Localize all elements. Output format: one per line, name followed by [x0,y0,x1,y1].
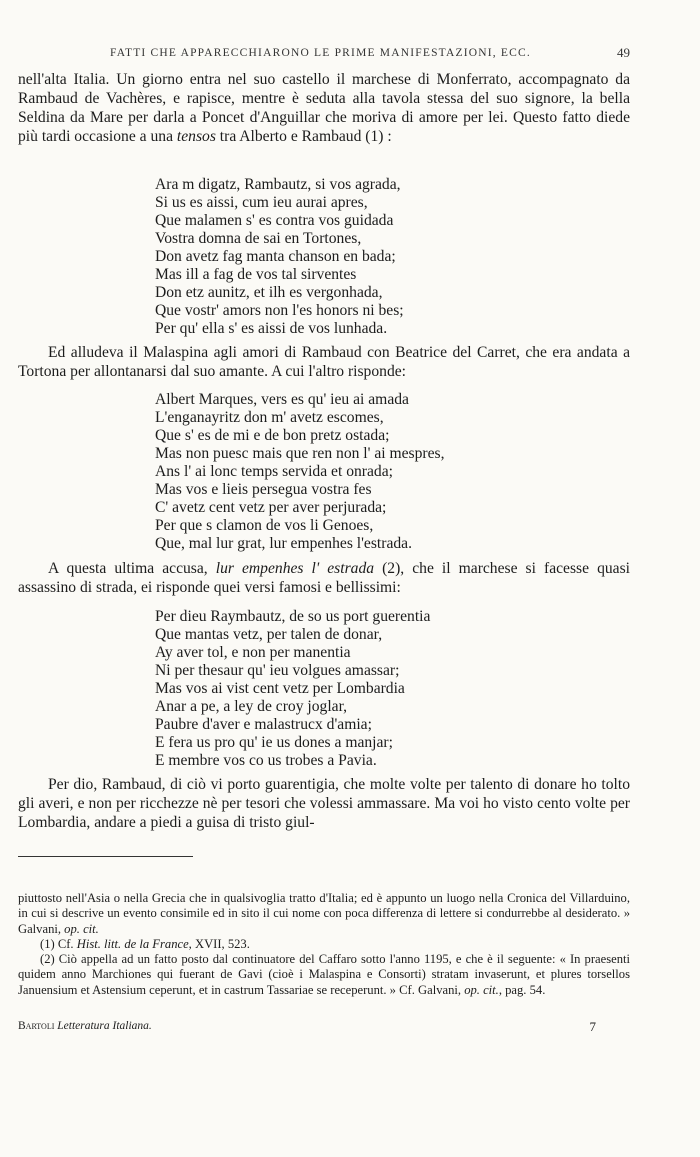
footnote-1: (1) Cf. Hist. litt. de la France, XVII, 523. [40,936,250,951]
verse-line: Mas ill a fag de vos tal sirventes [155,266,357,283]
italic-term: tensos [176,128,216,145]
verse-line: Que vostr' amors non l'es honors ni bes; [155,302,404,319]
verse-line: Ara m digatz, Rambautz, si vos agrada, [155,176,401,193]
verse-line: Vostra domna de sai en Tortones, [155,230,362,247]
verse-stanza-2 [155,391,445,553]
paragraph-1: nell'alta Italia. Un giorno entra nel suo castello il marchese di Monferrato, accompagnato da Rambaud de Vachères, e rapisce, mentre è seduta alla tavola stessa del suo signore, la bella Seldina da Mare per darla a Poncet d'Anguillar che moriva di amore per lei. Questo fatto diede più tardi occasione a una tensos tra Alberto e Rambaud (1) : [18,71,630,145]
verse-line: Que s' es de mi e de bon pretz ostada; [155,427,390,444]
verse-line: E membre vos co us trobes a Pavia. [155,752,377,769]
verse-stanza-3 [155,608,430,770]
verse-line: L'enganayritz don m' avetz escomes, [155,409,384,426]
verse-line: Mas non puesc mais que ren non l' ai mespres, [155,445,445,462]
verse-line: Ay aver tol, e non per manentia [155,644,351,661]
verse-line: Anar a pe, a ley de croy joglar, [155,698,348,715]
paragraph-4: Per dio, Rambaud, di ciò vi porto guarentigia, che molte volte per talento di donare ho tolto gli averi, e non per ricchezze nè per tesori che volessi ammassare. Ma voi ho visto cento volte per Lombardia, andare a piedi a guisa di tristo giul- [18,776,630,831]
verse-line: Don avetz fag manta chanson en bada; [155,248,396,265]
verse-line: Ans l' ai lonc temps servida et onrada; [155,463,393,480]
paragraph-2: Ed alludeva il Malaspina agli amori di Rambaud con Beatrice del Carret, che era andata a Tortona per allontanarsi dal suo amante. A cui l'altro risponde: [18,344,630,380]
signature-footer [18,1020,596,1032]
verse-line: Que mantas vetz, per talen de donar, [155,626,383,643]
footer-author: Bartoli [18,1020,55,1032]
verse-line: Per dieu Raymbautz, de so us port guerentia [155,608,431,625]
verse-line: E fera us pro qu' ie us dones a manjar; [155,734,393,751]
verse-line: Don etz aunitz, et ilh es vergonhada, [155,284,383,301]
verse-line: Paubre d'aver e malastrucx d'amia; [155,716,372,733]
verse-line: Per qu' ella s' es aissi de vos lunhada. [155,320,388,337]
verse-line: Mas vos e lieis persegua vostra fes [155,481,372,498]
footnote-rule [18,856,193,857]
paragraph-3: A questa ultima accusa, lur empenhes l' estrada (2), che il marchese si facesse quasi assassino di strada, ei risponde quei versi famosi e bellissimi: [18,560,630,596]
page-number: 49 [617,45,630,60]
verse-line: Per que s clamon de vos li Genoes, [155,517,374,534]
verse-line: Que, mal lur grat, lur empenhes l'estrada. [155,535,412,552]
verse-line: Albert Marques, vers es qu' ieu ai amada [155,391,409,408]
verse-line: Ni per thesaur qu' ieu volgues amassar; [155,662,400,679]
running-title: FATTI CHE APPARECCHIARONO LE PRIME MANIFESTAZIONI, ECC. [110,47,531,59]
footer-work: Letteratura Italiana. [57,1020,152,1032]
footnotes [18,891,630,998]
footnote-continuation: piuttosto nell'Asia o nella Grecia che in qualsivoglia tratto d'Italia; ed è appunto un luogo nella Cronica del Villarduino, in cui si descrive un evento consimile ed in sito il cui nome con poca differenza di lettere si condurrebbe al desiderato. » Galvani, op. cit. [18,891,630,936]
footnote-2: (2) Ciò appella ad un fatto posto dal continuatore del Caffaro sotto l'anno 1195, e che è il seguente: « In praesenti quidem anno Marchiones qui fuerant de Gavi (cioè i Malaspina e Consorti) stratam invaserunt, et plures torsellos Januensium et Astensium ceperunt, et in castrum Tassariae se receperunt. » Cf. Galvani, op. cit., pag. 54. [18,952,630,997]
verse-line: C' avetz cent vetz per aver perjurada; [155,499,387,516]
verse-stanza-1 [155,176,404,338]
italic-quote: lur empenhes l' estrada [215,560,375,577]
verse-line: Que malamen s' es contra vos guidada [155,212,394,229]
verse-line: Si us es aissi, cum ieu aurai apres, [155,194,368,211]
signature-mark: 7 [589,1019,596,1034]
verse-line: Mas vos ai vist cent vetz per Lombardia [155,680,405,697]
